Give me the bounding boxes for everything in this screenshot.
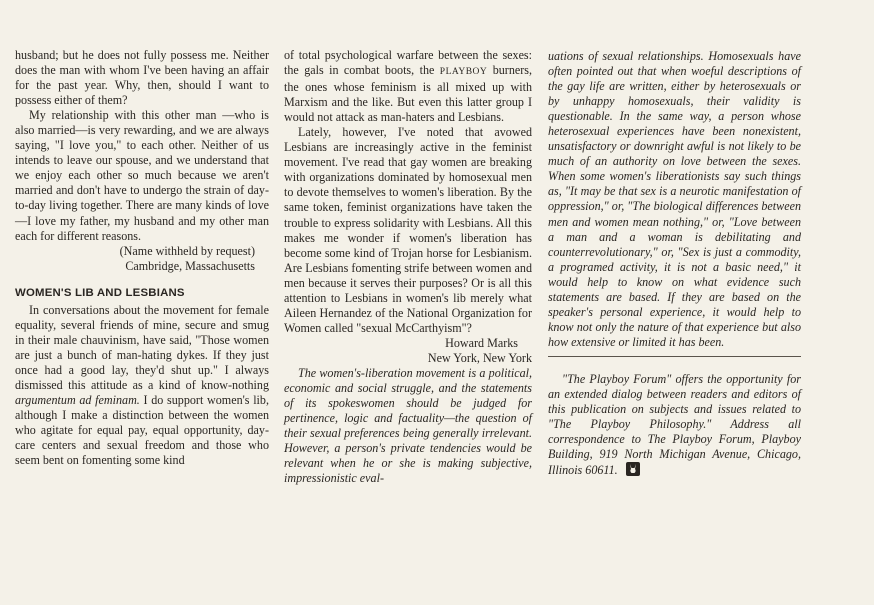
text-run: In conversations about the movement for female equality, several friends of mine, secure and smug in their male chauvinism, have said, "Those women are just a bunch of man-hating dykes. If they just once had a good lay, they'd shut up." I always dismissed this attitude as a kind of know-nothing [15, 302, 269, 392]
rabbit-head-icon [626, 462, 640, 476]
editor-reply: uations of sexual relationships. Homosexuals have often pointed out that when woeful descriptions of the gay life are written, either by heterosexuals or by unhappy homosexuals, their validity is questionable. In the same way, a person whose heterosexual experiences have been nonexistent, unsatisfactory or downright awful is not likely to be much of an authority on love between the sexes. When some women's liberationists say such things as, "It may be that sex is a neurotic manifestation of oppression," or, "The biological differences between men and women mean nothing," or, "Love between a man and a woman is debilitating and counterrevolutionary," or, "Sex is just a commodity, a programed activity, it is not a basic need," it would help to know on what evidence such statements are based. If they are based on the speaker's personal experience, it would help to know not only the nature of that experience but also how extensive or limited it has been. [548, 49, 801, 349]
section-heading: WOMEN'S LIB AND LESBIANS [15, 286, 185, 299]
column-2 [284, 48, 532, 486]
text-run: of total psychological warfare between the sexes: the gals in combat boots, the [284, 48, 532, 78]
letter-paragraph: My relationship with this other man —who is also married—is very rewarding, and we are always saying, "I love you," to each other. Neither of us intends to leave our spouse, and we understand that we enjoy each other so much because we aren't married and don't have to undergo the strain of day-to-day living together. There are many kinds of love—I love my father, my husband and my other man each for different reasons. [15, 108, 269, 243]
forum-notice-text: "The Playboy Forum" offers the opportunity for an extended dialog between readers and editors of this publication on subjects and issues related to "The Playboy Philosophy." Address all correspondence to The Playboy Forum, Playboy Building, 919 North Michigan Avenue, Chicago, Illinois 60611. [548, 371, 801, 478]
italic-text-run: argumentum ad feminam. [15, 393, 140, 408]
letter-paragraph: husband; but he does not fully possess me. Neither does the man with whom I've been having an affair for the past year. Why, then, should I want to possess either of them? [15, 48, 269, 108]
text-run: burners, the ones whose feminism is all mixed up with Marxism and the like. But even this latter group I would not attack as man-haters and Lesbians. [284, 63, 532, 125]
letter-paragraph [15, 303, 269, 469]
column-1 [15, 48, 269, 468]
letter-signature-place: Cambridge, Massachusetts [125, 258, 255, 273]
column-3 [548, 49, 801, 478]
letter-signature-name: (Name withheld by request) [119, 243, 255, 258]
text-run: I do support women's lib, although I make a distinction between the women who agitate for equal pay, equal opportunity, day-care centers and sexual freedom and those who seem bent on fomenting some kind [15, 393, 269, 468]
letter-paragraph: Lately, however, I've noted that avowed Lesbians are increasingly active in the feminist movement. I've read that gay women are breaking with organizations dominated by homosexual men to devote themselves to women's liberation. By the same token, feminist organizations have taken the trouble to express solidarity with Lesbians. All this makes me wonder if women's liberation has become some kind of Trojan horse for Lesbianism. Are Lesbians fomenting strife between women and men because it serves their purposes? Or is all this attention to Lesbians in women's lib merely what Aileen Hernandez of the National Organization for Women called "sexual McCarthyism"? [284, 125, 532, 335]
small-caps-text-run: PLAYBOY [439, 67, 488, 78]
editor-reply: The women's-liberation movement is a political, economic and social struggle, and the statements of its spokeswomen should be judged for pertinence, logic and factuality—the question of their sexual preferences being generally irrelevant. However, a person's private tendencies would be relevant when he or she is making subjective, impressionistic eval- [284, 365, 532, 486]
letter-signature-place: New York, New York [427, 350, 532, 365]
letter-paragraph [284, 48, 532, 125]
divider [548, 356, 801, 357]
forum-notice [548, 372, 801, 478]
letter-signature-name: Howard Marks [445, 335, 518, 350]
